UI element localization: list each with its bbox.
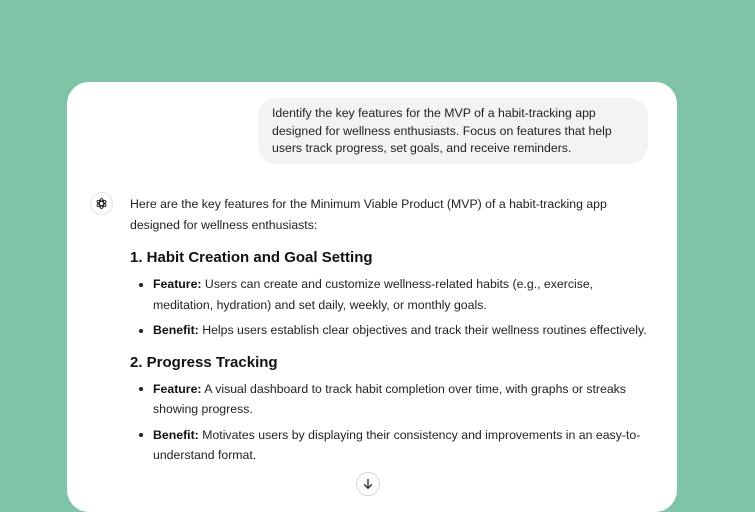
- openai-logo-icon: [94, 196, 109, 211]
- bullet-text: A visual dashboard to track habit completion over time, with graphs or streaks showing progress.: [153, 381, 626, 416]
- bullet-key: Benefit:: [153, 427, 199, 442]
- bullet-feature: [130, 379, 650, 420]
- bullet-dot-icon: [139, 433, 143, 437]
- bullet-text: Motivates users by displaying their consistency and improvements in an easy-to-understand format.: [153, 427, 641, 462]
- bullet-benefit: [130, 320, 650, 341]
- bullet-dot-icon: [139, 283, 143, 287]
- habit-creation-bullets: [130, 274, 650, 341]
- bullet-key: Feature:: [153, 381, 202, 396]
- progress-tracking-bullets: [130, 379, 650, 466]
- bullet-key: Benefit:: [153, 323, 199, 337]
- assistant-message: [130, 194, 650, 471]
- bullet-dot-icon: [139, 387, 143, 391]
- bullet-text: Users can create and customize wellness-related habits (e.g., exercise, meditation, hydration) and set daily, weekly, or monthly goals.: [153, 277, 594, 312]
- bullet-benefit: [130, 425, 650, 466]
- arrow-down-icon: [362, 478, 374, 490]
- scroll-to-bottom-button[interactable]: [356, 472, 380, 496]
- assistant-intro: Here are the key features for the Minimum Viable Product (MVP) of a habit-tracking app designed for wellness enthusiasts:: [130, 197, 607, 232]
- chat-window: [67, 82, 677, 512]
- bullet-key: Feature:: [153, 277, 202, 291]
- bullet-text: Helps users establish clear objectives and track their wellness routines effectively.: [198, 323, 647, 337]
- user-message-bubble: [258, 98, 648, 164]
- section-heading-habit-creation: 1. Habit Creation and Goal Setting: [130, 249, 373, 266]
- assistant-avatar: [90, 192, 113, 215]
- bullet-feature: [130, 274, 650, 315]
- user-message-text: Identify the key features for the MVP of a habit-tracking app designed for wellness enthusiasts. Focus on features that help users track progress, set goals, and receive reminders.: [272, 106, 612, 155]
- bullet-dot-icon: [139, 329, 143, 333]
- section-heading-progress-tracking: 2. Progress Tracking: [130, 353, 278, 371]
